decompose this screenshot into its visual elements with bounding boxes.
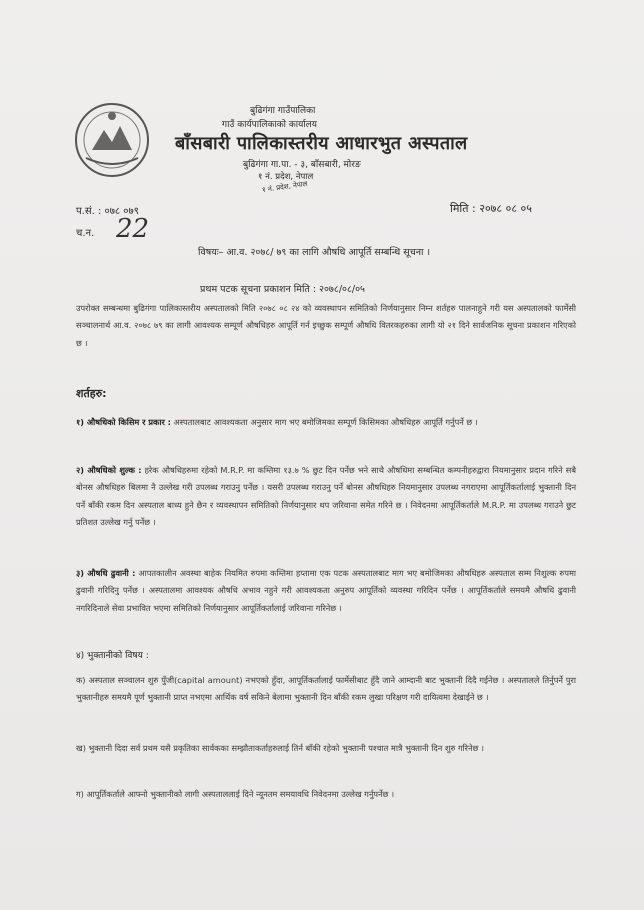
subject-line: विषयः– आ.व. २०७८/ ७९ का लागि औषधि आपूर्ति सम्बन्धि सूचना । bbox=[198, 247, 431, 258]
header-municipality: बुढिगंगा गाउँपालिका bbox=[250, 106, 316, 116]
condition-2-title: २) औषधिको शुल्क : bbox=[76, 465, 142, 475]
condition-2 bbox=[76, 462, 576, 531]
hospital-title: बाँसबारी पालिकास्तरीय आधारभुत अस्पताल bbox=[175, 133, 468, 154]
header-address: बुढिगंगा गा.पा. - ३, बाँसबारी, मोरङ bbox=[243, 160, 361, 170]
conditions-heading: शर्तहरु: bbox=[76, 387, 107, 400]
dispatch-ref-label: च.न. bbox=[76, 228, 95, 239]
condition-2-text: हरेक औषधिहरुमा रहेको M.R.P. मा कम्तिमा १३.७ % छुट दिन पर्नेछ भने साथै औषधिमा सम्बन्धित कम्पनीहरुद्वारा नियमानुसार प्रदान गरिने सबै बोनस औषधिहरु बिलमा नै उल्लेख गरी उपलब्ध गराउनु पर्नेछ । यसरी उपलब्ध गराउनु पर्ने बोनस औषधिहरु नियमानुसार उपलब्ध नगराएमा आपूर्तिकर्तालाई भुक्तानी दिन पर्ने बाँकी रकम दिन अस्पताल बाध्य हुने छैन र व्यवस्थापन समितिको निर्णयानुसार थप जरिवाना समेत गरिने छ । निवेदनमा आपूर्तिकर्ताले M.R.P. मा उपलब्ध गराउने छुट प्रतिशत उल्लेख गर्नु पर्नेछ । bbox=[76, 465, 576, 527]
header-province: १ नं. प्रदेश, नेपाल bbox=[258, 172, 314, 182]
intro-paragraph: उपरोक्त सम्बन्धमा बुढिगंगा पालिकास्तरीय अस्पतालको मिति २०७८ ०८ २४ को व्यवस्थापन समितिको निर्णयानुसार निम्न शर्तहरु पालनाहुने गरी यस अस्पतालको फार्मेसी सञ्चालनार्थ आ.व. २०७८ ७९ का लागी आवश्यक सम्पूर्ण औषधिहरु आपूर्ति गर्न इच्छुक सम्पूर्ण औषधि वितरकहरुका लागी यो २१ दिने सार्वजनिक सूचना प्रकाशन गरिएको छ । bbox=[76, 303, 576, 348]
condition-3-title: ३) औषधि ढुवानी : bbox=[76, 568, 136, 578]
government-emblem-icon bbox=[72, 100, 152, 180]
payment-clause-ka: क) अस्पताल सञ्चालन शुरु पुँजी(capital amount) नभएको हुँदा, आपूर्तिकर्तालाई फार्मेसीबाट हुँदै जाने आम्दानी बाट भुक्तानी दिदै गईनेछ । अस्पतालले तिर्नुपर्ने पुरा भुक्तानीहरु समयमै पूर्ण भुक्तानी प्राप्त नभएमा आर्थिक वर्ष सकिने बेलामा भुक्तानी दिन बाँकी रकम लुखा परिक्षण गरी दायित्वमा देखाईने छ । bbox=[76, 675, 576, 703]
condition-3 bbox=[76, 565, 576, 617]
condition-3-text: आपतकालीन अवस्था बाहेक नियमित रुपमा कम्तिमा हप्तामा एक पटक अस्पतालबाट माग भए बमोजिमका औषधिहरु अस्पताल सम्म निशुल्क रुपमा ढुवानी गरिदिनु पर्नेछ । अस्पतालमा आवश्यक औषधि अभाव नहुने गरी आवश्यकता अनुरुप आपूर्तिको व्यवस्था गरिदिन पर्नेछ । आपूर्तिकर्ताले समयमै औषधि ढुवानी नगरिदिनाले सेवा प्रभावित भएमा समितिको निर्णयानुसार आपूर्तिकर्तालाई जरिवाना गरिनेछ । bbox=[76, 568, 576, 613]
stamp-text: १ नं. प्रदेश, नेपाल bbox=[261, 179, 308, 195]
payment-clause-kha: ख) भुक्तानी दिदा सर्व प्रथम यसै प्रकृतिका सार्वकका सम्झौताकर्ताहरुलाई तिर्न बाँकी रहेको भुक्तानी पश्चात मात्रै भुक्तानी दिन शुरु गरिनेछ । bbox=[76, 743, 485, 753]
payment-clause-ga: ग) आपूर्तिकर्ताले आफ्नो भुक्तानीको लागी अस्पताललाई दिने न्यूनतम समयावधि निवेदनमा उल्लेख गर्नुपर्नेछ । bbox=[76, 789, 395, 799]
header-office: गाउँ कार्यपालिकाको कार्यालय bbox=[222, 120, 317, 130]
publication-date: प्रथम पटक सूचना प्रकाशन मिति : २०७८/०८/०५ bbox=[200, 284, 365, 295]
condition-1 bbox=[76, 414, 576, 431]
condition-1-text: अस्पतालबाट आवश्यकता अनुसार माग भए बमोजिमका सम्पूर्ण किसिमका औषधिहरु आपूर्ति गर्नुपर्ने छ । bbox=[173, 417, 478, 427]
letter-date: मिति : २०७८ ०८ ०५ bbox=[450, 202, 532, 215]
letter-ref-label: प.सं. : ०७८ ०७९ bbox=[76, 206, 139, 217]
condition-1-title: १) औषधिको किसिम र प्रकार : bbox=[76, 417, 171, 427]
condition-4-heading: ४) भुक्तानीको विषय : bbox=[76, 651, 149, 661]
dispatch-ref-number: 22 bbox=[116, 214, 150, 244]
